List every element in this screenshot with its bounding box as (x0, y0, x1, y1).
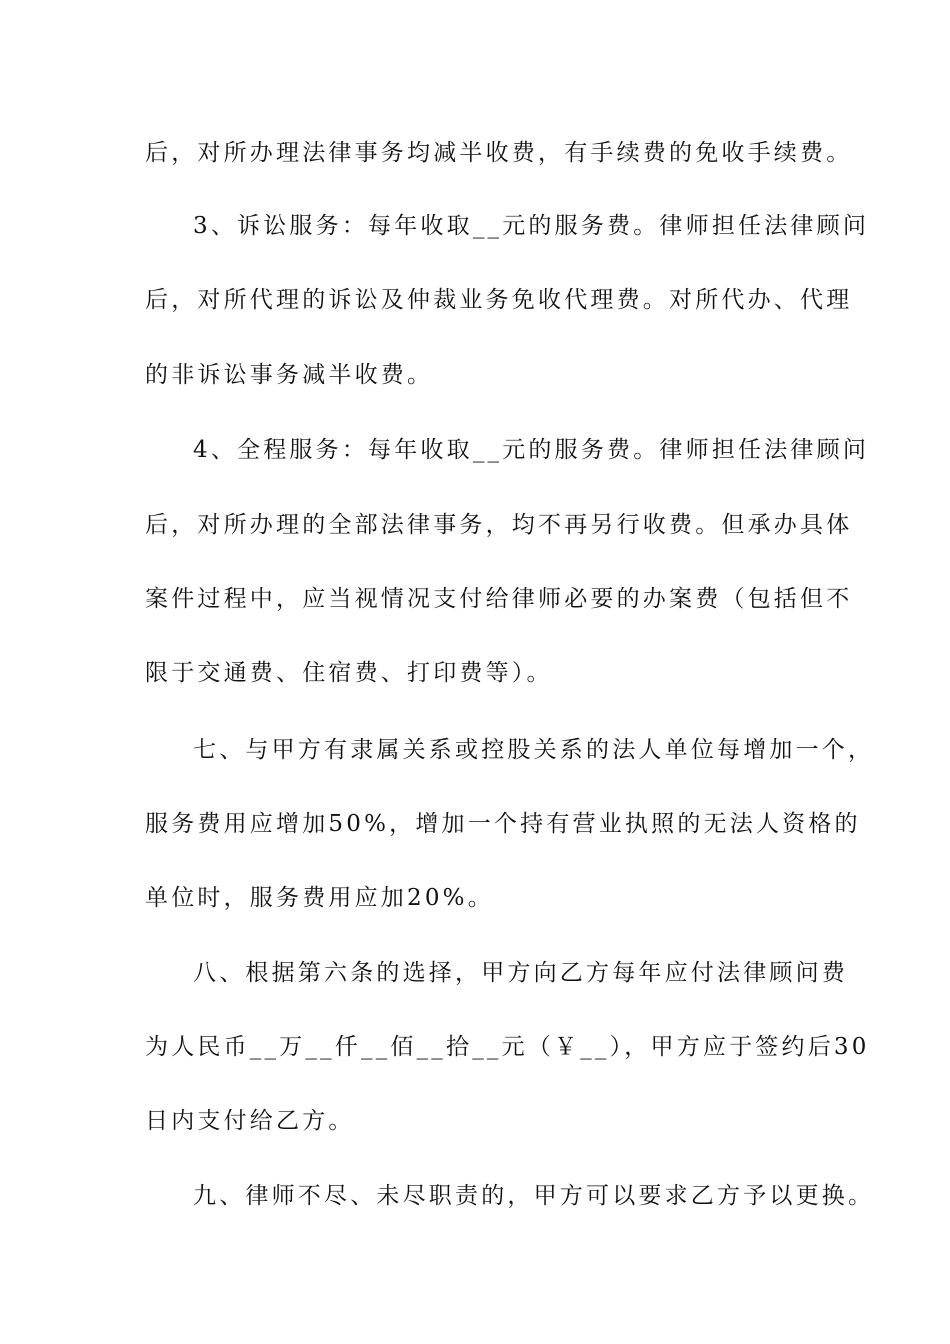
paragraph-line: 八、根据第六条的选择，甲方向乙方每年应付法律顾问费 (193, 960, 848, 986)
paragraph-line: 4、全程服务：每年收取__元的服务费。律师担任法律顾问 (193, 437, 870, 463)
paragraph-line: 后，对所办理的全部法律事务，均不再另行收费。但承办具体 (145, 512, 853, 538)
paragraph-line: 后，对所代理的诉讼及仲裁业务免收代理费。对所代办、代理 (145, 287, 853, 313)
paragraph-line: 九、律师不尽、未尽职责的，甲方可以要求乙方予以更换。 (193, 1183, 875, 1209)
paragraph-line: 服务费用应增加50%，增加一个持有营业执照的无法人资格的 (145, 811, 861, 837)
paragraph-line: 的非诉讼事务减半收费。 (145, 362, 434, 388)
paragraph-line: 七、与甲方有隶属关系或控股关系的法人单位每增加一个， (193, 737, 875, 763)
paragraph-line: 为人民币__万__仟__佰__拾__元（￥__），甲方应于签约后30 (145, 1034, 870, 1060)
paragraph-line: 3、诉讼服务：每年收取__元的服务费。律师担任法律顾问 (193, 213, 870, 239)
paragraph-line: 限于交通费、住宿费、打印费等）。 (145, 660, 553, 686)
paragraph-line: 后，对所办理法律事务均减半收费，有手续费的免收手续费。 (145, 140, 853, 166)
paragraph-line: 案件过程中，应当视情况支付给律师必要的办案费（包括但不 (145, 586, 853, 612)
paragraph-line: 日内支付给乙方。 (145, 1108, 355, 1134)
paragraph-line: 单位时，服务费用应加20%。 (145, 885, 494, 911)
